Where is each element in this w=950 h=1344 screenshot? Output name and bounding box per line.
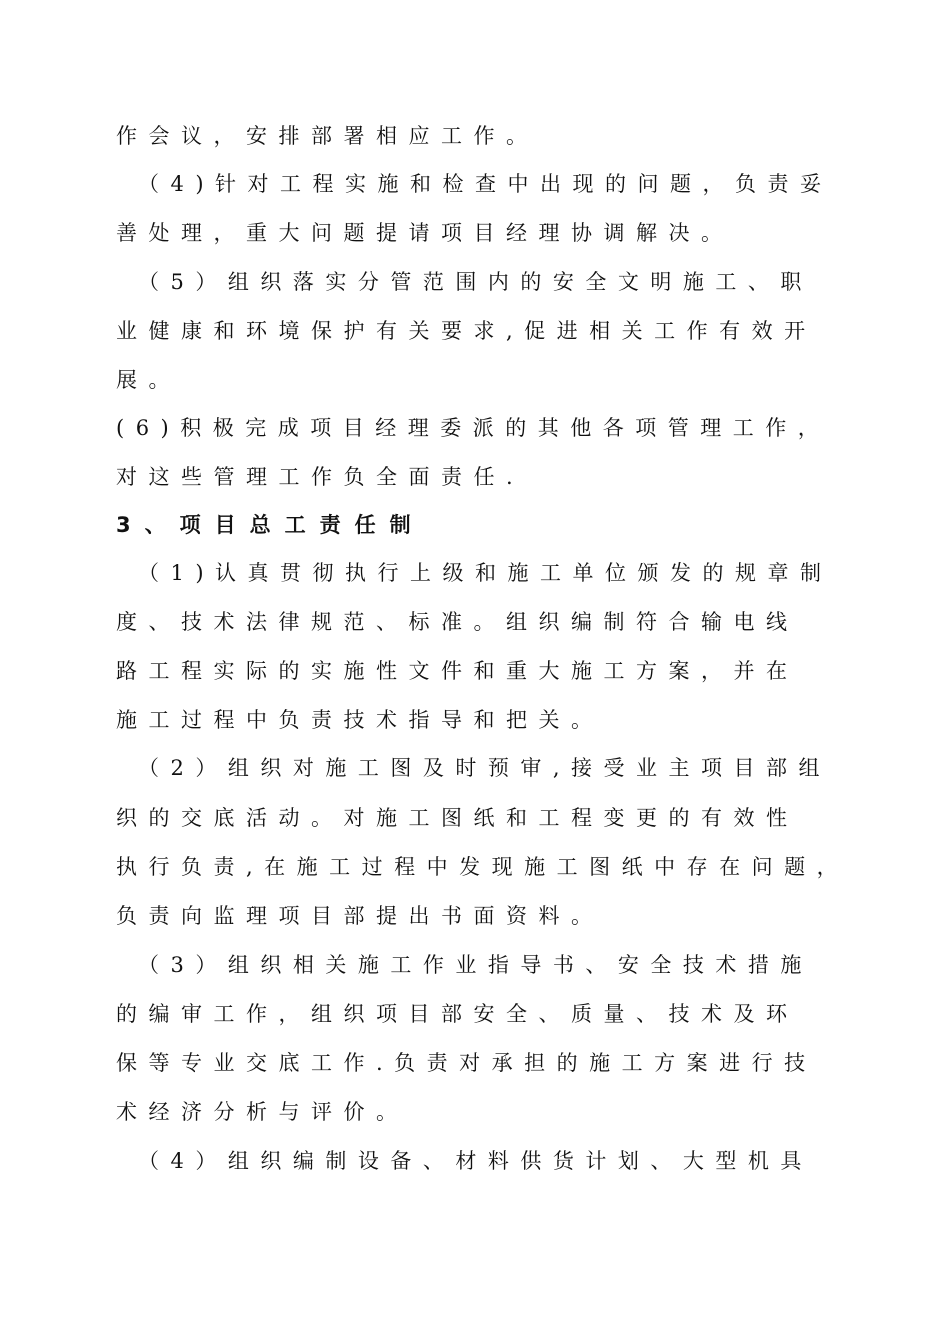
text-line: （3）组织相关施工作业指导书、安全技术措施 (138, 953, 813, 977)
text-line: 作会议，安排部署相应工作。 (116, 124, 539, 148)
text-line: 善处理，重大问题提请项目经理协调解决。 (116, 221, 734, 245)
text-line: 负责向监理项目部提出书面资料。 (116, 904, 604, 928)
text-line: 业健康和环境保护有关要求,促进相关工作有效开 (116, 319, 817, 343)
text-line: (6)积极完成项目经理委派的其他各项管理工作， (116, 416, 831, 440)
text-line: 施工过程中负责技术指导和把关。 (116, 708, 604, 732)
text-line: （5）组织落实分管范围内的安全文明施工、职 (138, 270, 813, 294)
text-line: 术经济分析与评价。 (116, 1100, 409, 1124)
text-line: （4）组织编制设备、材料供货计划、大型机具 (138, 1149, 813, 1173)
text-line: 对这些管理工作负全面责任. (116, 465, 525, 489)
section-heading: 3、项目总工责任制 (116, 513, 425, 537)
text-line: 保等专业交底工作.负责对承担的施工方案进行技 (116, 1051, 817, 1075)
text-line: 的编审工作，组织项目部安全、质量、技术及环 (116, 1002, 799, 1026)
text-line: 执行负责,在施工过程中发现施工图纸中存在问题， (116, 855, 850, 879)
text-line: 织的交底活动。对施工图纸和工程变更的有效性 (116, 806, 799, 830)
text-line: （1)认真贯彻执行上级和施工单位颁发的规章制 (138, 561, 833, 585)
text-line: 路工程实际的实施性文件和重大施工方案，并在 (116, 659, 799, 683)
text-line: 度、技术法律规范、标准。组织编制符合输电线 (116, 610, 799, 634)
text-line: （4)针对工程实施和检查中出现的问题，负责妥 (138, 172, 833, 196)
text-line: 展。 (116, 368, 181, 392)
text-line: （2）组织对施工图及时预审,接受业主项目部组 (138, 756, 832, 780)
